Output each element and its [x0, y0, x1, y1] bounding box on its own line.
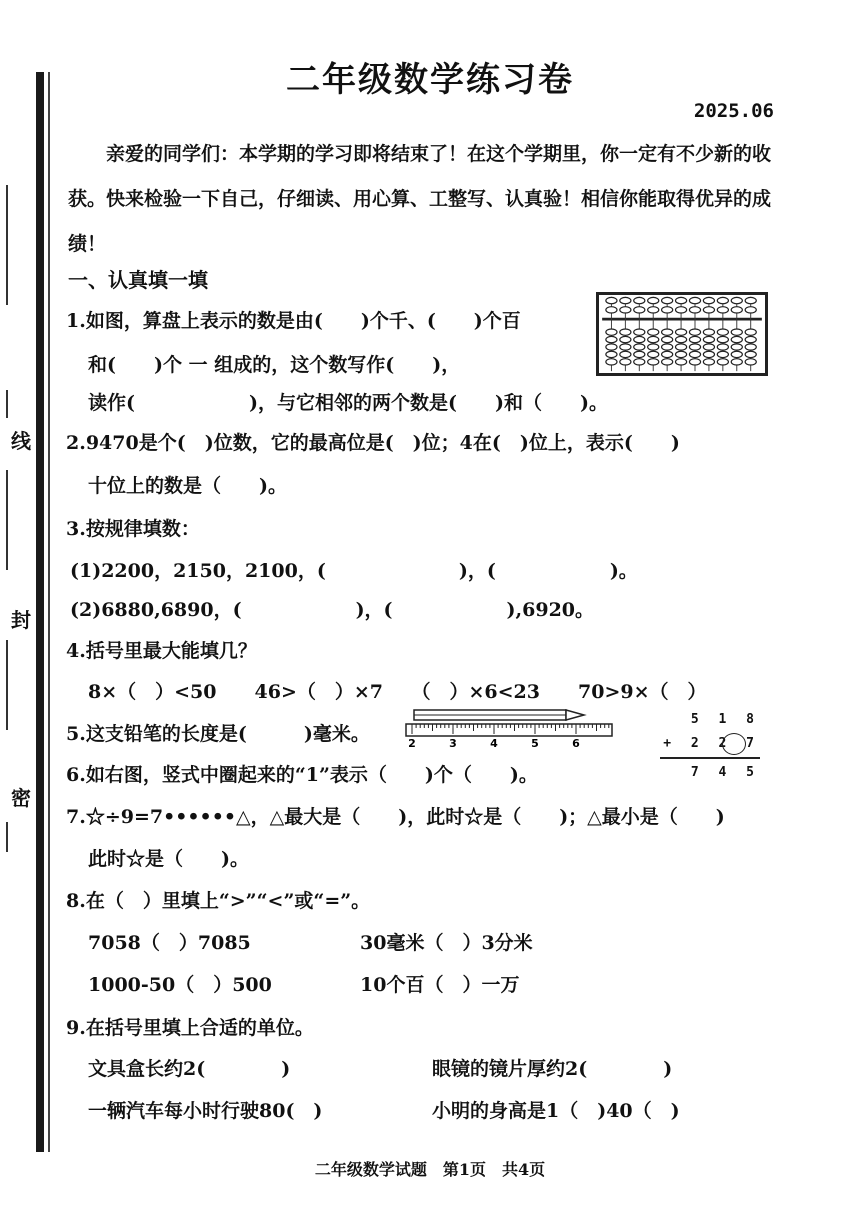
q8-item-b: 30毫米（ ）3分米 [360, 932, 533, 954]
abacus-bead [717, 336, 728, 342]
abacus-bead [662, 344, 673, 350]
ruler-label: 5 [531, 737, 539, 750]
abacus-bead [606, 307, 617, 313]
abacus-bead [662, 329, 673, 335]
abacus-bead [745, 307, 756, 313]
abacus-bead [634, 336, 645, 342]
q3-item1: (1)2200，2150，2100，( )，( )。 [70, 560, 638, 582]
abacus-bead [606, 351, 617, 357]
q3-item2: (2)6880,6890，( )，( ),6920。 [70, 599, 595, 621]
abacus-bead [648, 336, 659, 342]
q8-item-a: 7058（ ）7085 [88, 932, 251, 954]
abacus-bead [745, 329, 756, 335]
abacus-bead [689, 336, 700, 342]
abacus-bead [648, 297, 659, 303]
abacus-bead [606, 329, 617, 335]
q1-line1: 1.如图，算盘上表示的数是由( )个千、( )个百 [66, 310, 521, 332]
abacus-bead [648, 359, 659, 365]
q8-heading: 8.在（ ）里填上“>”“<”或“=”。 [66, 890, 371, 912]
abacus-bead [606, 359, 617, 365]
abacus-bead [662, 351, 673, 357]
abacus-bead [620, 307, 631, 313]
abacus-bead [662, 359, 673, 365]
q9-item-c: 一辆汽车每小时行驶80( ) [88, 1100, 323, 1122]
abacus-bead [676, 307, 687, 313]
abacus-bead [689, 307, 700, 313]
abacus-bead [662, 297, 673, 303]
abacus-bead [676, 329, 687, 335]
ruler-label: 3 [449, 737, 457, 750]
abacus-bead [717, 351, 728, 357]
abacus-bead [745, 351, 756, 357]
abacus-bead [717, 297, 728, 303]
abacus-bead [606, 344, 617, 350]
q5-question: 5.这支铅笔的长度是( )毫米。 [66, 723, 370, 745]
abacus-bead [745, 336, 756, 342]
page-footer: 二年级数学试题 第1页 共4页 [314, 1160, 546, 1179]
abacus-bead [703, 359, 714, 365]
q3-heading: 3.按规律填数： [66, 518, 200, 540]
abacus-bead [634, 359, 645, 365]
abacus-bead [662, 336, 673, 342]
abacus-bead [620, 351, 631, 357]
q8-item-d: 10个百（ ）一万 [360, 974, 520, 996]
abacus-bead [634, 329, 645, 335]
q9-item-a: 文具盒长约2( ) [88, 1058, 291, 1080]
abacus-bead [703, 351, 714, 357]
abacus-bead [676, 336, 687, 342]
abacus-bead [745, 297, 756, 303]
abacus-bead [731, 297, 742, 303]
abacus-bead [620, 344, 631, 350]
abacus-bead [717, 307, 728, 313]
abacus-bead [689, 359, 700, 365]
q4-heading: 4.括号里最大能填几？ [66, 640, 257, 662]
q1-line2: 和( )个 一 组成的，这个数写作( )， [88, 354, 461, 376]
abacus-bead [662, 307, 673, 313]
abacus-bead [634, 351, 645, 357]
abacus-bead [731, 336, 742, 342]
abacus-bead [606, 336, 617, 342]
abacus-bead [703, 329, 714, 335]
abacus-bead [676, 351, 687, 357]
vertical-calculation [660, 708, 760, 784]
binding-rule-thick [36, 72, 44, 1152]
abacus-figure [596, 292, 768, 376]
q8-item-c: 1000-50（ ）500 [88, 974, 272, 996]
abacus-bead [689, 329, 700, 335]
ruler-label: 4 [490, 737, 498, 750]
abacus-bead [648, 307, 659, 313]
q1-line3: 读作( )，与它相邻的两个数是( )和（ )。 [88, 392, 608, 414]
intro-paragraph: 亲爱的同学们：本学期的学习即将结束了！在这个学期里，你一定有不少新的收获。快来检验一下自己，仔细读、用心算、工整写、认真验！相信你能取得优异的成绩！ [68, 143, 772, 255]
calc-row-3: 7 4 5 [690, 765, 760, 780]
circled-carry-digit [722, 733, 746, 755]
seal-char-xian: 线 [11, 429, 31, 453]
seal-line-mid2 [6, 470, 8, 570]
ruler-label: 6 [572, 737, 580, 750]
q9-item-d: 小明的身高是1（ )40（ ) [432, 1100, 680, 1122]
abacus-bead [703, 344, 714, 350]
section-heading: 一、认真填一填 [68, 268, 208, 292]
abacus-bead [620, 297, 631, 303]
q7-line1: 7.☆÷9=7••••••△，△最大是（ )，此时☆是（ )；△最小是（ ) [66, 806, 725, 828]
seal-char-feng: 封 [11, 608, 31, 632]
abacus-bead [731, 359, 742, 365]
ruler-label: 2 [408, 737, 416, 750]
calc-bar [660, 757, 760, 759]
abacus-bead [648, 351, 659, 357]
abacus-bead [606, 297, 617, 303]
seal-line-mid1 [6, 390, 8, 418]
calc-row-2: + 2 2 7 [663, 736, 760, 751]
abacus-bead [648, 329, 659, 335]
abacus-bead [717, 359, 728, 365]
abacus-bead [648, 344, 659, 350]
q9-heading: 9.在括号里填上合适的单位。 [66, 1017, 314, 1039]
binding-rule-thin [48, 72, 50, 1152]
abacus-bead [703, 307, 714, 313]
abacus-bead [703, 336, 714, 342]
abacus-bead [676, 297, 687, 303]
abacus-bead [689, 344, 700, 350]
seal-line-top [6, 185, 8, 305]
abacus-bead [745, 359, 756, 365]
seal-line-mid3 [6, 640, 8, 730]
q7-line2: 此时☆是（ )。 [88, 848, 249, 870]
abacus-bead [676, 344, 687, 350]
abacus-bead [717, 344, 728, 350]
calc-row-1: 5 1 8 [690, 712, 760, 727]
abacus-bead [620, 359, 631, 365]
abacus-bead [731, 329, 742, 335]
q6-question: 6.如右图，竖式中圈起来的“1”表示（ )个（ )。 [66, 764, 538, 786]
abacus-bead [676, 359, 687, 365]
abacus-bead [620, 336, 631, 342]
seal-char-mi: 密 [11, 786, 31, 810]
abacus-bead [634, 307, 645, 313]
abacus-bead [634, 344, 645, 350]
q9-item-b: 眼镜的镜片厚约2( ) [432, 1058, 673, 1080]
ruler-pencil-figure [404, 706, 616, 750]
q2-line1: 2.9470是个( )位数，它的最高位是( )位；4在( )位上，表示( ) [66, 432, 680, 454]
abacus-bead [731, 307, 742, 313]
q4-items: 8×（ ）<50 46>（ ）×7 （ ）×6<23 70>9×（ ） [88, 681, 707, 703]
abacus-bead [731, 344, 742, 350]
abacus-bead [703, 297, 714, 303]
abacus-bead [717, 329, 728, 335]
exam-date: 2025.06 [693, 100, 774, 122]
abacus-bead [689, 351, 700, 357]
page-title: 二年级数学练习卷 [286, 60, 574, 100]
seal-line-low [6, 822, 8, 852]
pencil [414, 710, 584, 720]
q2-line2: 十位上的数是（ )。 [88, 475, 287, 497]
abacus-bead [689, 297, 700, 303]
abacus-bead [731, 351, 742, 357]
abacus-bead [634, 297, 645, 303]
abacus-bead [620, 329, 631, 335]
abacus-bead [745, 344, 756, 350]
